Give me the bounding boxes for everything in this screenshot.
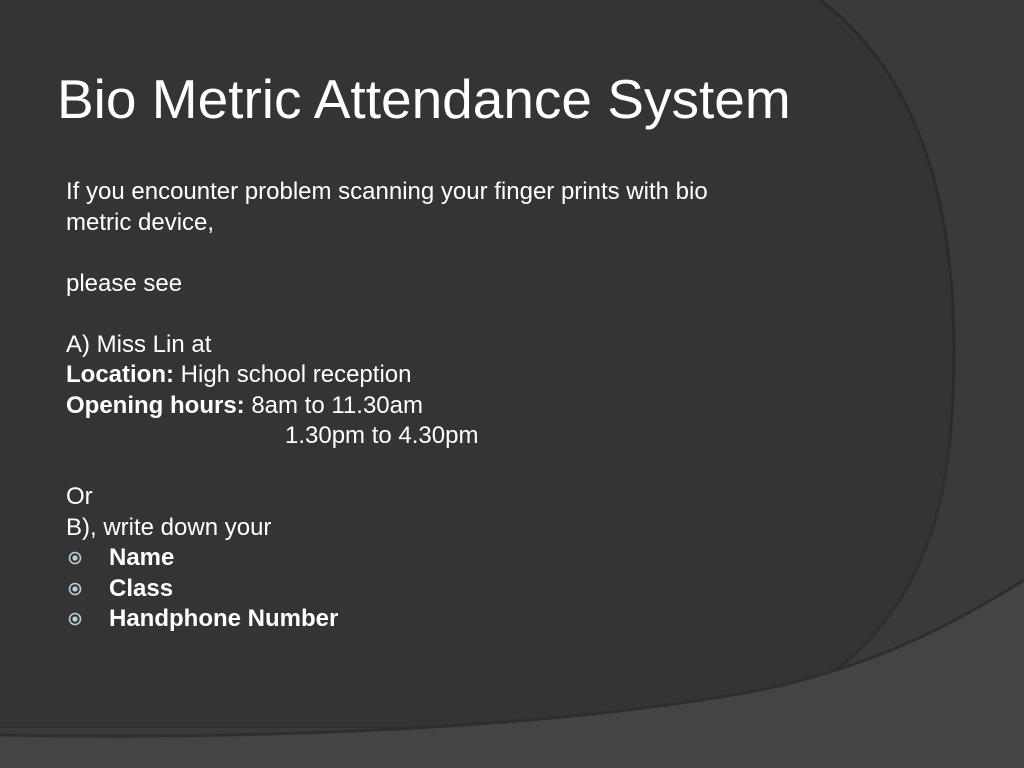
location-label: Location: — [66, 361, 174, 388]
option-b-text: B), write down your — [66, 513, 272, 541]
opening-hours-label: Opening hours: — [66, 391, 245, 419]
spacer — [66, 238, 866, 269]
or-text: Or — [66, 483, 93, 510]
location-value: High school reception — [174, 361, 412, 388]
slide-title: Bio Metric Attendance System — [57, 68, 791, 130]
location-line — [66, 360, 866, 391]
spacer — [66, 299, 866, 330]
opening-hours-line — [66, 391, 866, 422]
opening-hours-afternoon: 1.30pm to 4.30pm — [285, 422, 479, 449]
bullet-item-name — [66, 543, 866, 574]
intro-line-1: If you encounter problem scanning your finger prints with bio — [66, 178, 708, 205]
circle-bullet-icon — [68, 582, 82, 596]
bullet-label: Handphone Number — [109, 605, 339, 632]
bullet-item-class — [66, 574, 866, 605]
circle-bullet-icon — [68, 612, 82, 626]
bullet-label: Name — [109, 544, 175, 571]
intro-line-2: metric device, — [66, 208, 215, 236]
please-see-text: please see — [66, 269, 183, 297]
option-a-text: A) Miss Lin at — [66, 330, 212, 358]
bullet-label: Class — [109, 574, 174, 602]
opening-hours-morning: 8am to 11.30am — [244, 391, 423, 419]
slide-body — [66, 177, 866, 635]
circle-bullet-icon — [68, 551, 82, 565]
spacer — [66, 452, 866, 483]
bullet-item-handphone — [66, 604, 866, 635]
